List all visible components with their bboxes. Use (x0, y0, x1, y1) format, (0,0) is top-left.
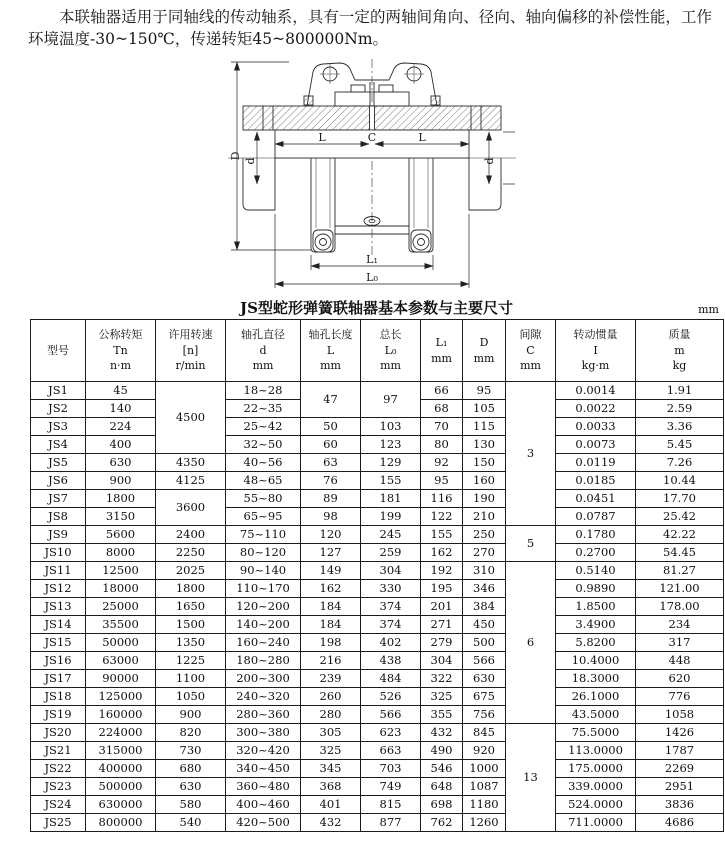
value-cell: 648 (421, 778, 463, 796)
value-cell: 60 (301, 436, 361, 454)
value-cell: 1087 (463, 778, 506, 796)
value-cell: 90~140 (226, 562, 301, 580)
dim-label-bore-left: d (244, 157, 257, 165)
table-row (31, 688, 724, 706)
value-cell: 50 (301, 418, 361, 436)
table-title: JS型蛇形弹簧联轴器基本参数与主要尺寸 (240, 299, 513, 317)
value-cell: 113.0000 (556, 742, 636, 760)
value-cell: 5.45 (636, 436, 724, 454)
dim-label-gap: C (367, 131, 377, 144)
value-cell: 0.1780 (556, 526, 636, 544)
model-cell: JS5 (31, 454, 86, 472)
value-cell: 95 (463, 382, 506, 400)
value-cell: 5600 (86, 526, 156, 544)
value-cell: 239 (301, 670, 361, 688)
value-cell: 45 (86, 382, 156, 400)
model-cell: JS14 (31, 616, 86, 634)
table-row (31, 796, 724, 814)
value-cell: 75.5000 (556, 724, 636, 742)
value-cell: 1650 (156, 598, 226, 616)
model-cell: JS23 (31, 778, 86, 796)
value-cell: 271 (421, 616, 463, 634)
value-cell: 184 (301, 616, 361, 634)
table-row (31, 724, 724, 742)
value-cell: 17.70 (636, 490, 724, 508)
value-cell: 374 (361, 598, 421, 616)
value-cell: 1800 (156, 580, 226, 598)
table-row (31, 544, 724, 562)
model-cell: JS22 (31, 760, 86, 778)
value-cell: 0.0451 (556, 490, 636, 508)
model-cell: JS21 (31, 742, 86, 760)
value-cell: 178.00 (636, 598, 724, 616)
value-cell: 81.27 (636, 562, 724, 580)
value-cell: 711.0000 (556, 814, 636, 832)
value-cell: 234 (636, 616, 724, 634)
dim-label-outer-diameter: D (229, 151, 242, 161)
table-row (31, 616, 724, 634)
value-cell: 65~95 (226, 508, 301, 526)
value-cell: 54.45 (636, 544, 724, 562)
table-row (31, 634, 724, 652)
value-cell: 105 (463, 400, 506, 418)
model-cell: JS18 (31, 688, 86, 706)
value-cell: 0.0119 (556, 454, 636, 472)
value-cell: 25.42 (636, 508, 724, 526)
value-cell: 149 (301, 562, 361, 580)
model-cell: JS15 (31, 634, 86, 652)
value-cell: 448 (636, 652, 724, 670)
value-cell: 162 (421, 544, 463, 562)
value-cell: 1058 (636, 706, 724, 724)
value-cell: 2025 (156, 562, 226, 580)
value-cell: 3 (506, 382, 556, 526)
value-cell: 2951 (636, 778, 724, 796)
value-cell: 815 (361, 796, 421, 814)
value-cell: 259 (361, 544, 421, 562)
value-cell: 3.4900 (556, 616, 636, 634)
value-cell: 330 (361, 580, 421, 598)
value-cell: 7.26 (636, 454, 724, 472)
value-cell: 180~280 (226, 652, 301, 670)
value-cell: 245 (361, 526, 421, 544)
value-cell: 280 (301, 706, 361, 724)
value-cell: 12500 (86, 562, 156, 580)
col-header-7: D mm (463, 320, 506, 382)
model-cell: JS8 (31, 508, 86, 526)
value-cell: 0.0185 (556, 472, 636, 490)
value-cell: 1260 (463, 814, 506, 832)
value-cell: 140 (86, 400, 156, 418)
value-cell: 250 (463, 526, 506, 544)
value-cell: 1426 (636, 724, 724, 742)
value-cell: 103 (361, 418, 421, 436)
table-row (31, 598, 724, 616)
value-cell: 4686 (636, 814, 724, 832)
model-cell: JS7 (31, 490, 86, 508)
value-cell: 322 (421, 670, 463, 688)
value-cell: 304 (421, 652, 463, 670)
value-cell: 210 (463, 508, 506, 526)
value-cell: 26.1000 (556, 688, 636, 706)
value-cell: 484 (361, 670, 421, 688)
dim-label-overall-length: L₀ (366, 271, 378, 284)
value-cell: 201 (421, 598, 463, 616)
value-cell: 315000 (86, 742, 156, 760)
value-cell: 5 (506, 526, 556, 562)
table-row (31, 814, 724, 832)
value-cell: 162 (301, 580, 361, 598)
table-row (31, 454, 724, 472)
value-cell: 546 (421, 760, 463, 778)
value-cell: 55~80 (226, 490, 301, 508)
value-cell: 3600 (156, 490, 226, 526)
value-cell: 224 (86, 418, 156, 436)
value-cell: 630 (463, 670, 506, 688)
coupling-drawing (227, 58, 517, 295)
value-cell: 66 (421, 382, 463, 400)
value-cell: 130 (463, 436, 506, 454)
value-cell: 160000 (86, 706, 156, 724)
value-cell: 820 (156, 724, 226, 742)
value-cell: 1800 (86, 490, 156, 508)
dim-label-bore-right: d (483, 157, 496, 165)
spec-table (30, 319, 724, 832)
intro-paragraph: 本联轴器适用于同轴线的传动轴系，具有一定的两轴间角向、径向、轴向偏移的补偿性能，工作环境温度-30~150℃，传递转矩45~800000Nm。 (28, 8, 712, 48)
value-cell: 22~35 (226, 400, 301, 418)
value-cell: 877 (361, 814, 421, 832)
value-cell: 120~200 (226, 598, 301, 616)
value-cell: 3.36 (636, 418, 724, 436)
col-header-5: 总长 L₀ mm (361, 320, 421, 382)
dim-label-inner-length: L₁ (366, 253, 378, 266)
table-row (31, 508, 724, 526)
table-title-row (30, 297, 723, 317)
model-cell: JS12 (31, 580, 86, 598)
value-cell: 1000 (463, 760, 506, 778)
value-cell: 1.8500 (556, 598, 636, 616)
value-cell: 374 (361, 616, 421, 634)
value-cell: 400~460 (226, 796, 301, 814)
value-cell: 305 (301, 724, 361, 742)
value-cell: 121.00 (636, 580, 724, 598)
value-cell: 698 (421, 796, 463, 814)
dim-label-hub-length-left: L (318, 131, 326, 144)
value-cell: 675 (463, 688, 506, 706)
model-cell: JS19 (31, 706, 86, 724)
model-cell: JS2 (31, 400, 86, 418)
value-cell: 749 (361, 778, 421, 796)
value-cell: 48~65 (226, 472, 301, 490)
value-cell: 0.5140 (556, 562, 636, 580)
table-row (31, 652, 724, 670)
value-cell: 5.8200 (556, 634, 636, 652)
value-cell: 500 (463, 634, 506, 652)
value-cell: 663 (361, 742, 421, 760)
value-cell: 345 (301, 760, 361, 778)
value-cell: 115 (463, 418, 506, 436)
value-cell: 566 (361, 706, 421, 724)
col-header-2: 许用转速 [n] r/min (156, 320, 226, 382)
model-cell: JS3 (31, 418, 86, 436)
value-cell: 360~480 (226, 778, 301, 796)
col-header-9: 转动惯量 I kg·m (556, 320, 636, 382)
value-cell: 0.0033 (556, 418, 636, 436)
value-cell: 620 (636, 670, 724, 688)
value-cell: 98 (301, 508, 361, 526)
value-cell: 450 (463, 616, 506, 634)
value-cell: 420~500 (226, 814, 301, 832)
value-cell: 630 (86, 454, 156, 472)
model-cell: JS4 (31, 436, 86, 454)
value-cell: 566 (463, 652, 506, 670)
value-cell: 10.4000 (556, 652, 636, 670)
value-cell: 346 (463, 580, 506, 598)
value-cell: 4350 (156, 454, 226, 472)
value-cell: 524.0000 (556, 796, 636, 814)
value-cell: 129 (361, 454, 421, 472)
model-cell: JS1 (31, 382, 86, 400)
value-cell: 317 (636, 634, 724, 652)
value-cell: 900 (86, 472, 156, 490)
value-cell: 43.5000 (556, 706, 636, 724)
value-cell: 2.59 (636, 400, 724, 418)
table-row (31, 418, 724, 436)
col-header-10: 质量 m kg (636, 320, 724, 382)
value-cell: 1787 (636, 742, 724, 760)
value-cell: 200~300 (226, 670, 301, 688)
value-cell: 703 (361, 760, 421, 778)
value-cell: 320~420 (226, 742, 301, 760)
value-cell: 540 (156, 814, 226, 832)
value-cell: 432 (301, 814, 361, 832)
header-row (31, 320, 724, 382)
value-cell: 120 (301, 526, 361, 544)
col-header-6: L₁ mm (421, 320, 463, 382)
value-cell: 1350 (156, 634, 226, 652)
value-cell: 280~360 (226, 706, 301, 724)
value-cell: 160 (463, 472, 506, 490)
value-cell: 432 (421, 724, 463, 742)
value-cell: 2250 (156, 544, 226, 562)
value-cell: 1180 (463, 796, 506, 814)
value-cell: 0.0014 (556, 382, 636, 400)
value-cell: 63000 (86, 652, 156, 670)
value-cell: 756 (463, 706, 506, 724)
value-cell: 110~170 (226, 580, 301, 598)
value-cell: 368 (301, 778, 361, 796)
col-header-1: 公称转矩 Tn n·m (86, 320, 156, 382)
value-cell: 97 (361, 382, 421, 418)
value-cell: 630 (156, 778, 226, 796)
table-row (31, 472, 724, 490)
value-cell: 3150 (86, 508, 156, 526)
value-cell: 80 (421, 436, 463, 454)
value-cell: 8000 (86, 544, 156, 562)
value-cell: 25000 (86, 598, 156, 616)
value-cell: 76 (301, 472, 361, 490)
table-row (31, 562, 724, 580)
table-row (31, 490, 724, 508)
value-cell: 125000 (86, 688, 156, 706)
table-row (31, 760, 724, 778)
value-cell: 18~28 (226, 382, 301, 400)
model-cell: JS11 (31, 562, 86, 580)
model-cell: JS9 (31, 526, 86, 544)
table-row (31, 778, 724, 796)
value-cell: 438 (361, 652, 421, 670)
value-cell: 580 (156, 796, 226, 814)
value-cell: 304 (361, 562, 421, 580)
value-cell: 1.91 (636, 382, 724, 400)
value-cell: 6 (506, 562, 556, 724)
value-cell: 384 (463, 598, 506, 616)
value-cell: 40~56 (226, 454, 301, 472)
value-cell: 4125 (156, 472, 226, 490)
value-cell: 68 (421, 400, 463, 418)
value-cell: 526 (361, 688, 421, 706)
value-cell: 310 (463, 562, 506, 580)
value-cell: 1100 (156, 670, 226, 688)
value-cell: 63 (301, 454, 361, 472)
value-cell: 0.0073 (556, 436, 636, 454)
value-cell: 776 (636, 688, 724, 706)
col-header-3: 轴孔直径 d mm (226, 320, 301, 382)
model-cell: JS20 (31, 724, 86, 742)
value-cell: 630000 (86, 796, 156, 814)
model-cell: JS24 (31, 796, 86, 814)
value-cell: 270 (463, 544, 506, 562)
value-cell: 1050 (156, 688, 226, 706)
value-cell: 845 (463, 724, 506, 742)
value-cell: 762 (421, 814, 463, 832)
value-cell: 900 (156, 706, 226, 724)
table-row (31, 742, 724, 760)
value-cell: 155 (421, 526, 463, 544)
value-cell: 75~110 (226, 526, 301, 544)
model-cell: JS10 (31, 544, 86, 562)
table-row (31, 706, 724, 724)
value-cell: 160~240 (226, 634, 301, 652)
value-cell: 0.0787 (556, 508, 636, 526)
value-cell: 920 (463, 742, 506, 760)
value-cell: 325 (421, 688, 463, 706)
value-cell: 175.0000 (556, 760, 636, 778)
value-cell: 155 (361, 472, 421, 490)
col-header-4: 轴孔长度 L mm (301, 320, 361, 382)
value-cell: 18000 (86, 580, 156, 598)
value-cell: 400 (86, 436, 156, 454)
value-cell: 340~450 (226, 760, 301, 778)
value-cell: 325 (301, 742, 361, 760)
value-cell: 90000 (86, 670, 156, 688)
value-cell: 198 (301, 634, 361, 652)
value-cell: 0.0022 (556, 400, 636, 418)
value-cell: 1500 (156, 616, 226, 634)
value-cell: 89 (301, 490, 361, 508)
table-row (31, 580, 724, 598)
value-cell: 3836 (636, 796, 724, 814)
value-cell: 0.9890 (556, 580, 636, 598)
value-cell: 122 (421, 508, 463, 526)
value-cell: 184 (301, 598, 361, 616)
value-cell: 140~200 (226, 616, 301, 634)
value-cell: 47 (301, 382, 361, 418)
value-cell: 2269 (636, 760, 724, 778)
value-cell: 680 (156, 760, 226, 778)
value-cell: 95 (421, 472, 463, 490)
table-row (31, 670, 724, 688)
value-cell: 25~42 (226, 418, 301, 436)
col-header-8: 间隙 C mm (506, 320, 556, 382)
table-row (31, 382, 724, 400)
value-cell: 13 (506, 724, 556, 832)
value-cell: 240~320 (226, 688, 301, 706)
value-cell: 490 (421, 742, 463, 760)
value-cell: 260 (301, 688, 361, 706)
model-cell: JS25 (31, 814, 86, 832)
value-cell: 279 (421, 634, 463, 652)
value-cell: 216 (301, 652, 361, 670)
value-cell: 300~380 (226, 724, 301, 742)
model-cell: JS13 (31, 598, 86, 616)
value-cell: 92 (421, 454, 463, 472)
value-cell: 80~120 (226, 544, 301, 562)
value-cell: 800000 (86, 814, 156, 832)
table-row (31, 526, 724, 544)
value-cell: 127 (301, 544, 361, 562)
value-cell: 199 (361, 508, 421, 526)
value-cell: 400000 (86, 760, 156, 778)
table-row (31, 436, 724, 454)
model-cell: JS6 (31, 472, 86, 490)
value-cell: 195 (421, 580, 463, 598)
value-cell: 730 (156, 742, 226, 760)
value-cell: 116 (421, 490, 463, 508)
value-cell: 623 (361, 724, 421, 742)
model-cell: JS17 (31, 670, 86, 688)
value-cell: 401 (301, 796, 361, 814)
col-header-0: 型号 (31, 320, 86, 382)
value-cell: 70 (421, 418, 463, 436)
value-cell: 402 (361, 634, 421, 652)
unit-note: mm (698, 303, 719, 316)
dim-label-hub-length-right: L (418, 131, 426, 144)
value-cell: 192 (421, 562, 463, 580)
value-cell: 339.0000 (556, 778, 636, 796)
value-cell: 181 (361, 490, 421, 508)
value-cell: 10.44 (636, 472, 724, 490)
value-cell: 123 (361, 436, 421, 454)
value-cell: 32~50 (226, 436, 301, 454)
value-cell: 42.22 (636, 526, 724, 544)
value-cell: 355 (421, 706, 463, 724)
value-cell: 50000 (86, 634, 156, 652)
value-cell: 2400 (156, 526, 226, 544)
value-cell: 18.3000 (556, 670, 636, 688)
value-cell: 35500 (86, 616, 156, 634)
value-cell: 190 (463, 490, 506, 508)
value-cell: 1225 (156, 652, 226, 670)
spec-table-body (31, 382, 724, 832)
value-cell: 0.2700 (556, 544, 636, 562)
model-cell: JS16 (31, 652, 86, 670)
value-cell: 150 (463, 454, 506, 472)
value-cell: 500000 (86, 778, 156, 796)
value-cell: 4500 (156, 382, 226, 454)
value-cell: 224000 (86, 724, 156, 742)
